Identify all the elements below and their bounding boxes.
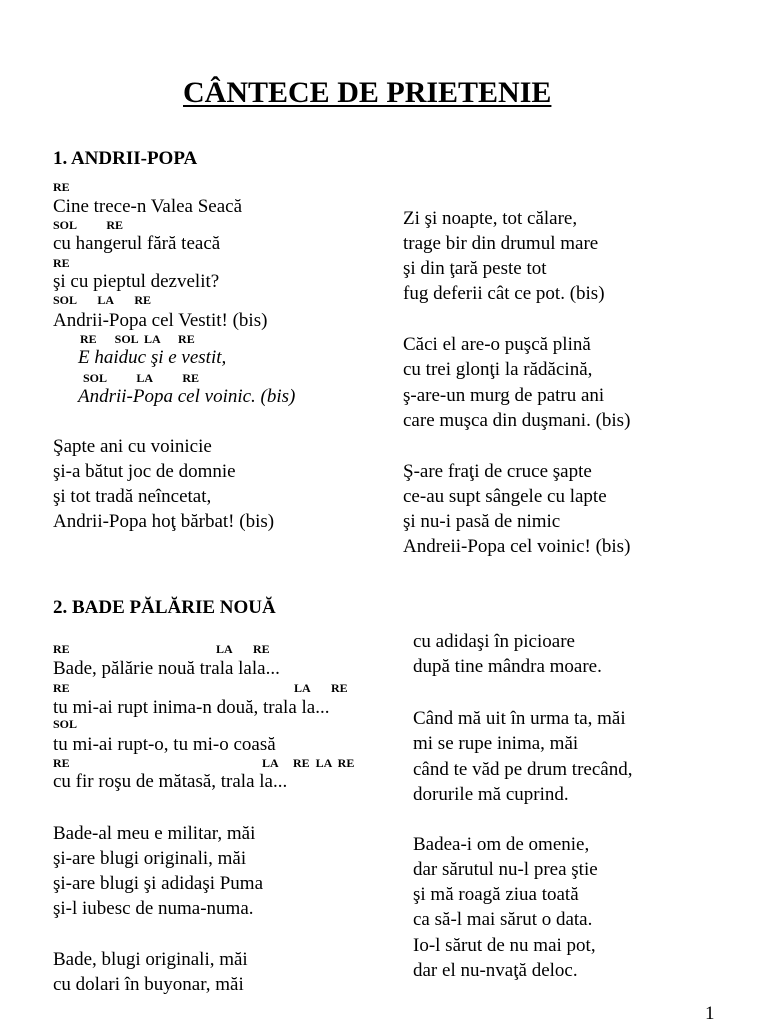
lyric-line: ce-au supt sângele cu lapte [403, 486, 607, 507]
chord-line: SOL [53, 717, 78, 731]
lyric-line: cu fir roşu de mătasă, trala la... [53, 771, 288, 792]
song-1-heading: 1. ANDRII-POPA [53, 148, 198, 169]
chord-line: RE [53, 642, 70, 656]
chord-line: RE [53, 756, 70, 770]
lyric-line: trage bir din drumul mare [403, 233, 599, 254]
song-2-heading: 2. BADE PĂLĂRIE NOUĂ [53, 597, 276, 618]
lyric-line: ca să-l mai sărut o data. [413, 909, 593, 930]
lyric-line: Andrii-Popa cel voinic. (bis) [78, 386, 296, 407]
lyric-line: Cine trece-n Valea Seacă [53, 196, 243, 217]
lyric-line: cu dolari în buyonar, măi [53, 974, 244, 995]
lyric-line: dar el nu-nvaţă deloc. [413, 960, 578, 981]
lyric-line: şi nu-i pasă de nimic [403, 511, 561, 532]
lyric-line: tu mi-ai rupt-o, tu mi-o coasă [53, 734, 276, 755]
chord-line: SOL RE [53, 218, 124, 232]
lyric-line: mi se rupe inima, măi [413, 733, 579, 754]
lyric-line: Când mă uit în urma ta, măi [413, 708, 626, 729]
lyric-line: şi mă roagă ziua toată [413, 884, 579, 905]
chord-line: LA RE [216, 642, 270, 656]
lyric-line: Zi şi noapte, tot călare, [403, 208, 578, 229]
lyric-line: şi din ţară peste tot [403, 258, 547, 279]
lyric-line: Andrii-Popa hoţ bărbat! (bis) [53, 511, 275, 532]
chord-line: RE [53, 681, 70, 695]
lyric-line: dar sărutul nu-l prea ştie [413, 859, 598, 880]
lyric-line: şi-a bătut joc de domnie [53, 461, 236, 482]
chord-line: RE [53, 180, 70, 194]
chord-line: SOL LA RE [53, 293, 152, 307]
lyric-line: fug deferii cât ce pot. (bis) [403, 283, 605, 304]
lyric-line: şi-are blugi şi adidaşi Puma [53, 873, 264, 894]
lyric-line: care muşca din duşmani. (bis) [403, 410, 631, 431]
lyric-line: E haiduc şi e vestit, [78, 347, 227, 368]
lyric-line: Io-l sărut de nu mai pot, [413, 935, 596, 956]
lyric-line: şi-are blugi originali, măi [53, 848, 247, 869]
chord-line: RE [53, 256, 70, 270]
lyric-line: Căci el are-o puşcă plină [403, 334, 591, 355]
lyric-line: şi tot tradă neîncetat, [53, 486, 212, 507]
lyric-line: tu mi-ai rupt inima-n două, trala la... [53, 697, 330, 718]
page-title: CÂNTECE DE PRIETENIE [183, 76, 552, 109]
lyric-line: Andrii-Popa cel Vestit! (bis) [53, 310, 268, 331]
lyric-line: cu hangerul fără teacă [53, 233, 221, 254]
lyric-line: şi cu pieptul dezvelit? [53, 271, 220, 292]
chord-line: SOL LA RE [83, 371, 200, 385]
lyric-line: cu adidaşi în picioare [413, 631, 575, 652]
page-number: 1 [705, 1003, 715, 1024]
chord-line: LA RE [294, 681, 348, 695]
chord-line: RE SOL LA RE [80, 332, 195, 346]
lyric-line: ş-are-un murg de patru ani [403, 385, 605, 406]
lyric-line: Ş-are fraţi de cruce şapte [403, 461, 592, 482]
lyric-line: Andreii-Popa cel voinic! (bis) [403, 536, 631, 557]
lyric-line: Bade, blugi originali, măi [53, 949, 248, 970]
chord-line: LA RE LA RE [262, 756, 355, 770]
lyric-line: dorurile mă cuprind. [413, 784, 569, 805]
lyric-line: şi-l iubesc de numa-numa. [53, 898, 254, 919]
lyric-line: Badea-i om de omenie, [413, 834, 590, 855]
lyric-line: Bade-al meu e militar, măi [53, 823, 256, 844]
lyric-line: după tine mândra moare. [413, 656, 602, 677]
lyric-line: Şapte ani cu voinicie [53, 436, 212, 457]
lyric-line: cu trei glonţi la rădăcină, [403, 359, 593, 380]
lyric-line: Bade, pălărie nouă trala lala... [53, 658, 280, 679]
lyric-line: când te văd pe drum trecând, [413, 759, 633, 780]
